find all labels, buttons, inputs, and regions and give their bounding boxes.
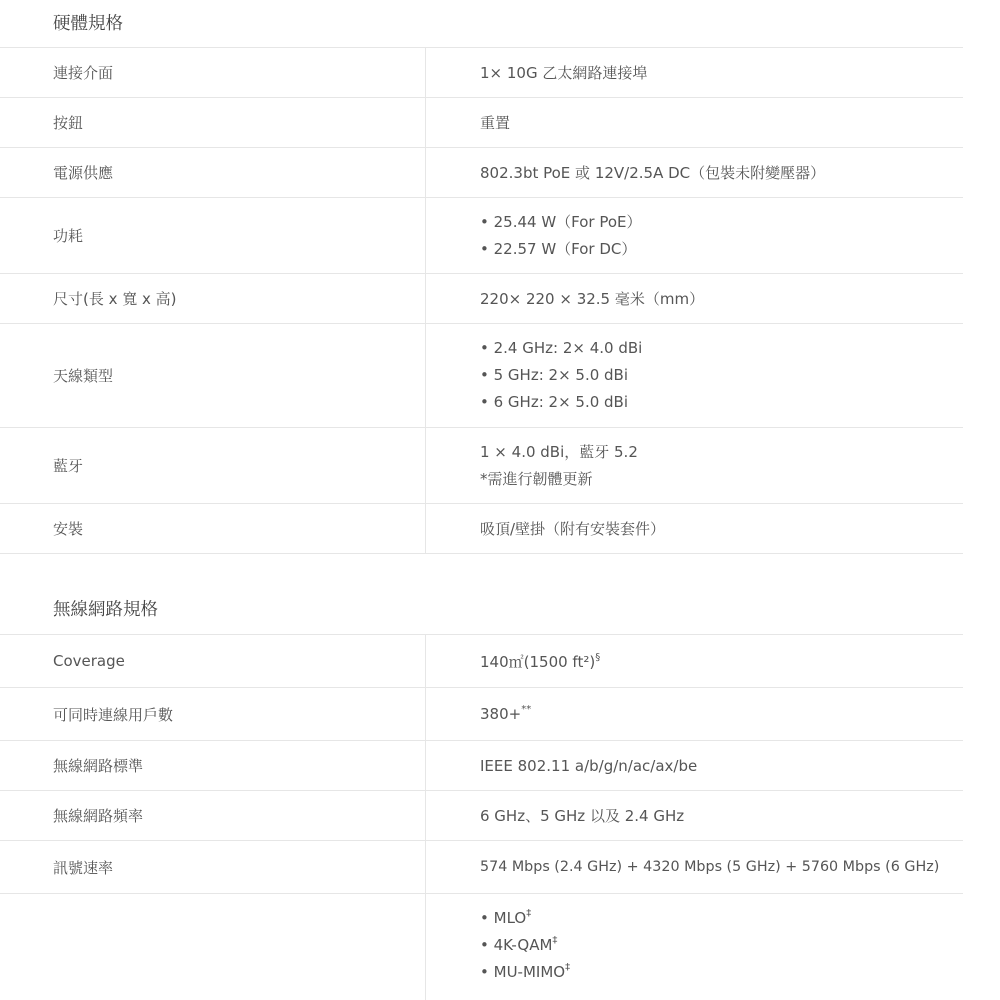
spec-row-power-supply	[0, 148, 963, 198]
value-bullet: • 5 GHz: 2× 5.0 dBi	[480, 362, 963, 389]
spec-row-mounting	[0, 504, 963, 554]
spec-row-wifi-frequency	[0, 791, 963, 841]
spec-value	[480, 688, 963, 740]
hardware-section-title: 硬體規格	[53, 14, 123, 34]
spec-label: 功耗	[53, 227, 84, 245]
spec-label: 安裝	[53, 520, 84, 538]
spec-label: 無線網路頻率	[53, 807, 144, 825]
value-bullet: • 22.57 W（For DC）	[480, 236, 963, 263]
footnote-mark: **	[521, 704, 532, 715]
spec-row-interface	[0, 47, 963, 98]
spec-value	[480, 324, 963, 427]
spec-value	[480, 791, 963, 840]
spec-label: 尺寸(長 x 寬 x 高)	[53, 290, 177, 308]
spec-row-wifi-standard	[0, 741, 963, 791]
spec-row-dimensions	[0, 274, 963, 324]
spec-label: 電源供應	[53, 164, 114, 182]
value-text: 802.3bt PoE 或 12V/2.5A DC（包裝未附變壓器）	[480, 164, 826, 182]
spec-row-button	[0, 98, 963, 148]
value-text: 574 Mbps (2.4 GHz) + 4320 Mbps (5 GHz) + 5760 Mbps (6 GHz)	[480, 859, 940, 875]
feature-item: • MLO‡	[480, 905, 963, 932]
spec-label: Coverage	[53, 652, 125, 670]
feature-item: • MU-MIMO‡	[480, 959, 963, 986]
spec-value	[480, 274, 963, 323]
spec-label: 可同時連線用戶數	[53, 705, 174, 724]
value-text: 220× 220 × 32.5 毫米（mm）	[480, 290, 705, 308]
value-bullet: • 25.44 W（For PoE）	[480, 209, 963, 236]
spec-value	[480, 504, 963, 553]
value-text: 重置	[480, 114, 511, 132]
spec-row-bluetooth	[0, 428, 963, 504]
feature-item: • 4K-QAM‡	[480, 932, 963, 959]
spec-label: 無線網路標準	[53, 757, 144, 775]
value-text: 6 GHz、5 GHz 以及 2.4 GHz	[480, 807, 685, 825]
value-bullet: • 6 GHz: 2× 5.0 dBi	[480, 389, 963, 416]
hardware-spec-table	[0, 47, 963, 554]
value-text: 吸頂/壁掛（附有安裝套件）	[480, 520, 666, 538]
spec-value	[480, 428, 963, 503]
spec-label: 天線類型	[53, 367, 114, 385]
spec-value	[480, 48, 963, 97]
footnote-mark: ‡	[565, 962, 571, 973]
spec-label: 連接介面	[53, 64, 114, 82]
spec-label: 藍牙	[53, 457, 84, 475]
value-text: 1 × 4.0 dBi，藍牙 5.2	[480, 442, 638, 461]
spec-value	[480, 198, 963, 273]
footnote-mark: ‡	[552, 935, 558, 946]
value-text: 1× 10G 乙太網路連接埠	[480, 64, 648, 82]
spec-label: 按鈕	[53, 114, 84, 132]
spec-row-features	[0, 894, 963, 1000]
spec-value	[480, 98, 963, 147]
value-text: 140㎡(1500 ft²)§	[480, 651, 601, 671]
value-bullet: • 2.4 GHz: 2× 4.0 dBi	[480, 335, 963, 362]
spec-value	[480, 148, 963, 197]
wireless-spec-table	[0, 634, 963, 1000]
footnote-mark: §	[595, 651, 601, 663]
spec-row-power-consumption	[0, 198, 963, 274]
wireless-section-title: 無線網路規格	[53, 600, 158, 620]
spec-row-antenna	[0, 324, 963, 428]
footnote-mark: ‡	[526, 908, 532, 919]
spec-row-concurrent-users	[0, 688, 963, 741]
spec-value	[480, 894, 963, 1000]
spec-value	[480, 635, 963, 687]
value-text: 380+**	[480, 704, 532, 723]
value-note: *需進行韌體更新	[480, 469, 593, 488]
spec-value	[480, 741, 963, 790]
spec-label: 訊號速率	[53, 858, 114, 877]
value-text: IEEE 802.11 a/b/g/n/ac/ax/be	[480, 756, 698, 775]
spec-row-coverage	[0, 634, 963, 688]
spec-row-signal-rate	[0, 841, 963, 894]
spec-value	[480, 841, 963, 893]
